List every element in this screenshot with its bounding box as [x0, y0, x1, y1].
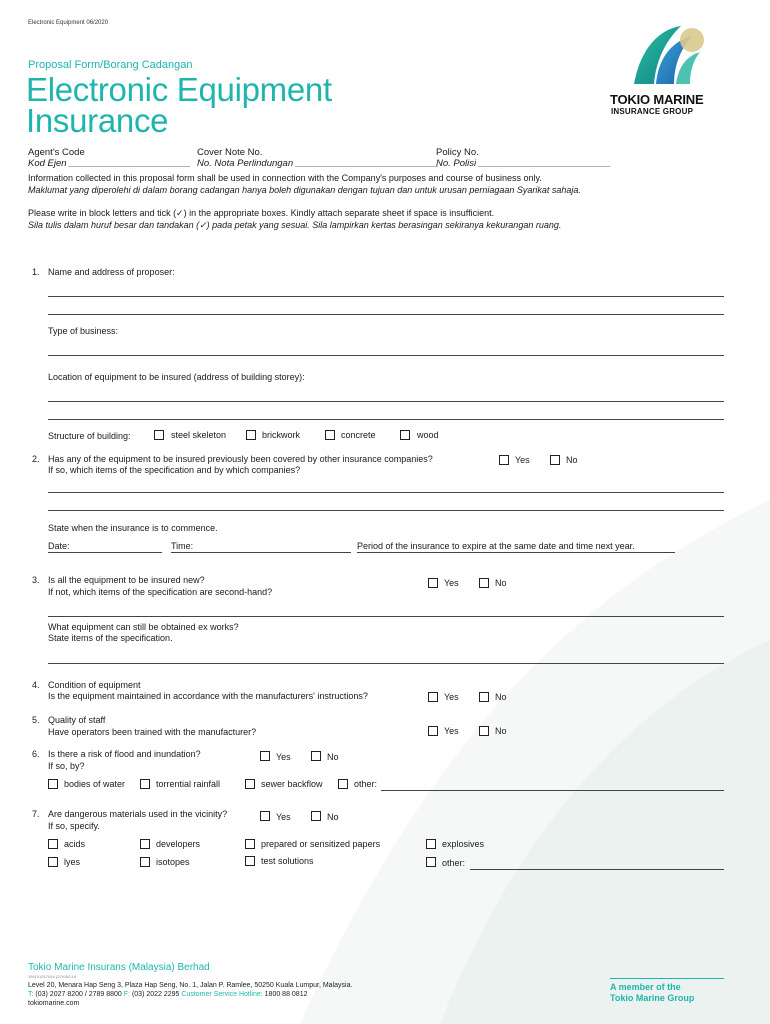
test-solutions-label: test solutions: [261, 856, 314, 866]
q2-number: 2.: [32, 454, 40, 464]
q2-answer-line-1[interactable]: [48, 492, 724, 493]
developers-label: developers: [156, 839, 201, 849]
type-of-business-line[interactable]: [48, 355, 724, 356]
location-line-1[interactable]: [48, 401, 724, 402]
torrential-rainfall-label: torrential rainfall: [156, 779, 221, 789]
wood-label: wood: [417, 430, 439, 440]
q5-no-label: No: [495, 726, 507, 736]
q3-line2: If not, which items of the specification are second-hand?: [48, 587, 273, 597]
q1-label: Name and address of proposer:: [48, 267, 175, 277]
wood-checkbox[interactable]: [400, 430, 410, 440]
q7-no-label: No: [327, 812, 339, 822]
location-label: Location of equipment to be insured (address of building storey):: [48, 372, 305, 382]
q2-yes-label: Yes: [515, 455, 530, 465]
q1-answer-line-1[interactable]: [48, 296, 724, 297]
q1-number: 1.: [32, 267, 40, 277]
isotopes-checkbox[interactable]: [140, 857, 150, 867]
policy-no-label: Policy No.: [436, 147, 479, 158]
q3-yes-label: Yes: [444, 578, 459, 588]
sensitized-papers-label: prepared or sensitized papers: [261, 839, 381, 849]
explosives-checkbox[interactable]: [426, 839, 436, 849]
q7-yes-checkbox[interactable]: [260, 811, 270, 821]
developers-checkbox[interactable]: [140, 839, 150, 849]
date-label: Date:: [48, 541, 70, 551]
footer-website-link[interactable]: tokiomarine.com: [28, 1000, 80, 1007]
q7-other-field[interactable]: [470, 869, 724, 870]
member-line2: Tokio Marine Group: [610, 993, 695, 1003]
footer-company-name: Tokio Marine Insurans (Malaysia) Berhad: [28, 962, 210, 973]
time-label: Time:: [171, 541, 194, 551]
q2-yes-checkbox[interactable]: [499, 455, 509, 465]
q2-answer-line-2[interactable]: [48, 510, 724, 511]
q7-other-checkbox[interactable]: [426, 857, 436, 867]
acids-label: acids: [64, 839, 86, 849]
q6-yes-checkbox[interactable]: [260, 751, 270, 761]
q2-line2: If so, which items of the specification and by which companies?: [48, 465, 301, 475]
torrential-rainfall-checkbox[interactable]: [140, 779, 150, 789]
tokio-marine-logo-icon: [626, 22, 706, 92]
instruction-my: Sila tulis dalam huruf besar dan tandakan (✓) pada petak yang sesuai. Sila lampirkan kertas berasingan sekiranya kekurangan ruang.: [28, 220, 562, 230]
cover-note-field[interactable]: No. Nota Perlindungan ___________________________: [197, 158, 439, 169]
time-field[interactable]: [171, 552, 351, 553]
period-note: Period of the insurance to expire at the same date and time next year.: [357, 541, 635, 551]
q5-yes-label: Yes: [444, 726, 459, 736]
footer-address: Level 20, Menara Hap Seng 3, Plaza Hap Seng, No. 1, Jalan P. Ramlee, 50250 Kuala Lumpur, Malaysia.: [28, 982, 353, 989]
explosives-label: explosives: [442, 839, 485, 849]
q4-yes-label: Yes: [444, 692, 459, 702]
q3-no-label: No: [495, 578, 507, 588]
q4-no-label: No: [495, 692, 507, 702]
type-of-business-label: Type of business:: [48, 326, 119, 336]
q7-yes-label: Yes: [276, 812, 291, 822]
q3-answer-line[interactable]: [48, 616, 724, 617]
logo-group: INSURANCE GROUP: [611, 107, 694, 116]
q7-no-checkbox[interactable]: [311, 811, 321, 821]
q6-no-checkbox[interactable]: [311, 751, 321, 761]
q7-number: 7.: [32, 809, 40, 819]
q5-yes-checkbox[interactable]: [428, 726, 438, 736]
q6-number: 6.: [32, 749, 40, 759]
q5-number: 5.: [32, 715, 40, 725]
q6-line2: If so, by?: [48, 761, 85, 771]
member-divider: [610, 978, 724, 979]
acids-checkbox[interactable]: [48, 839, 58, 849]
q6-other-checkbox[interactable]: [338, 779, 348, 789]
sensitized-papers-checkbox[interactable]: [245, 839, 255, 849]
q5-line1: Quality of staff: [48, 715, 106, 725]
q4-yes-checkbox[interactable]: [428, 692, 438, 702]
q4-no-checkbox[interactable]: [479, 692, 489, 702]
form-subtitle: Proposal Form/Borang Cadangan: [28, 59, 193, 71]
member-line1: A member of the: [610, 982, 681, 992]
q3-no-checkbox[interactable]: [479, 578, 489, 588]
q2-line1: Has any of the equipment to be insured previously been covered by other insurance companies?: [48, 454, 433, 464]
logo-name: TOKIO MARINE: [610, 92, 704, 107]
q6-no-label: No: [327, 752, 339, 762]
location-line-2[interactable]: [48, 419, 724, 420]
agent-code-label: Agent's Code: [28, 147, 85, 158]
period-underline: [357, 552, 675, 553]
ex-works-answer-line[interactable]: [48, 663, 724, 664]
q6-other-field[interactable]: [381, 790, 724, 791]
ex-works-line2: State items of the specification.: [48, 633, 173, 643]
lyes-label: lyes: [64, 857, 81, 867]
commence-label: State when the insurance is to commence.: [48, 523, 218, 533]
concrete-checkbox[interactable]: [325, 430, 335, 440]
cover-note-label: Cover Note No.: [197, 147, 263, 158]
instruction-en: Please write in block letters and tick (✓) in the appropriate boxes. Kindly attach separate sheet if space is insufficient.: [28, 208, 495, 218]
test-solutions-checkbox[interactable]: [245, 856, 255, 866]
steel-skeleton-checkbox[interactable]: [154, 430, 164, 440]
q4-number: 4.: [32, 680, 40, 690]
structure-label: Structure of building:: [48, 431, 131, 441]
q7-line2: If so, specify.: [48, 821, 100, 831]
agent-code-field[interactable]: Kod Ejen _______________________: [28, 158, 191, 169]
q1-answer-line-2[interactable]: [48, 314, 724, 315]
form-title-line2: Insurance: [26, 102, 169, 139]
q6-line1: Is there a risk of flood and inundation?: [48, 749, 201, 759]
q6-yes-label: Yes: [276, 752, 291, 762]
footer-registration: 199101017094 (229150-U): [28, 974, 77, 979]
brickwork-label: brickwork: [262, 430, 301, 440]
q4-line2: Is the equipment maintained in accordance with the manufacturers' instructions?: [48, 691, 368, 701]
q7-line1: Are dangerous materials used in the vicinity?: [48, 809, 228, 819]
sewer-backflow-label: sewer backflow: [261, 779, 323, 789]
q6-other-label: other:: [354, 779, 378, 789]
privacy-note-en: Information collected in this proposal form shall be used in connection with the Company's purposes and course of business only.: [28, 173, 542, 183]
lyes-checkbox[interactable]: [48, 857, 58, 867]
q5-line2: Have operators been trained with the manufacturer?: [48, 727, 257, 737]
privacy-note-my: Maklumat yang diperolehi di dalam borang cadangan hanya boleh digunakan dengan tujuan dan untuk urusan perniagaan Syarikat sahaja.: [28, 185, 581, 195]
bodies-of-water-label: bodies of water: [64, 779, 126, 789]
document-code: Electronic Equipment 06/2020: [28, 20, 109, 26]
ex-works-line1: What equipment can still be obtained ex works?: [48, 622, 239, 632]
q3-yes-checkbox[interactable]: [428, 578, 438, 588]
q7-other-label: other:: [442, 858, 466, 868]
bodies-of-water-checkbox[interactable]: [48, 779, 58, 789]
date-field[interactable]: [48, 552, 162, 553]
q2-no-checkbox[interactable]: [550, 455, 560, 465]
sewer-backflow-checkbox[interactable]: [245, 779, 255, 789]
q2-no-label: No: [566, 455, 578, 465]
steel-skeleton-label: steel skeleton: [171, 430, 227, 440]
concrete-label: concrete: [341, 430, 376, 440]
policy-no-field[interactable]: No. Polisi _________________________: [436, 158, 611, 169]
q4-line1: Condition of equipment: [48, 680, 141, 690]
q3-line1: Is all the equipment to be insured new?: [48, 575, 205, 585]
q3-number: 3.: [32, 575, 40, 585]
brickwork-checkbox[interactable]: [246, 430, 256, 440]
footer-contacts: T: (03) 2027 8200 / 2789 8800 F: (03) 2022 2295 Customer Service Hotline: 1800 88 0812: [28, 991, 308, 998]
isotopes-label: isotopes: [156, 857, 190, 867]
form-title-line1: Electronic Equipment: [26, 71, 332, 108]
q5-no-checkbox[interactable]: [479, 726, 489, 736]
